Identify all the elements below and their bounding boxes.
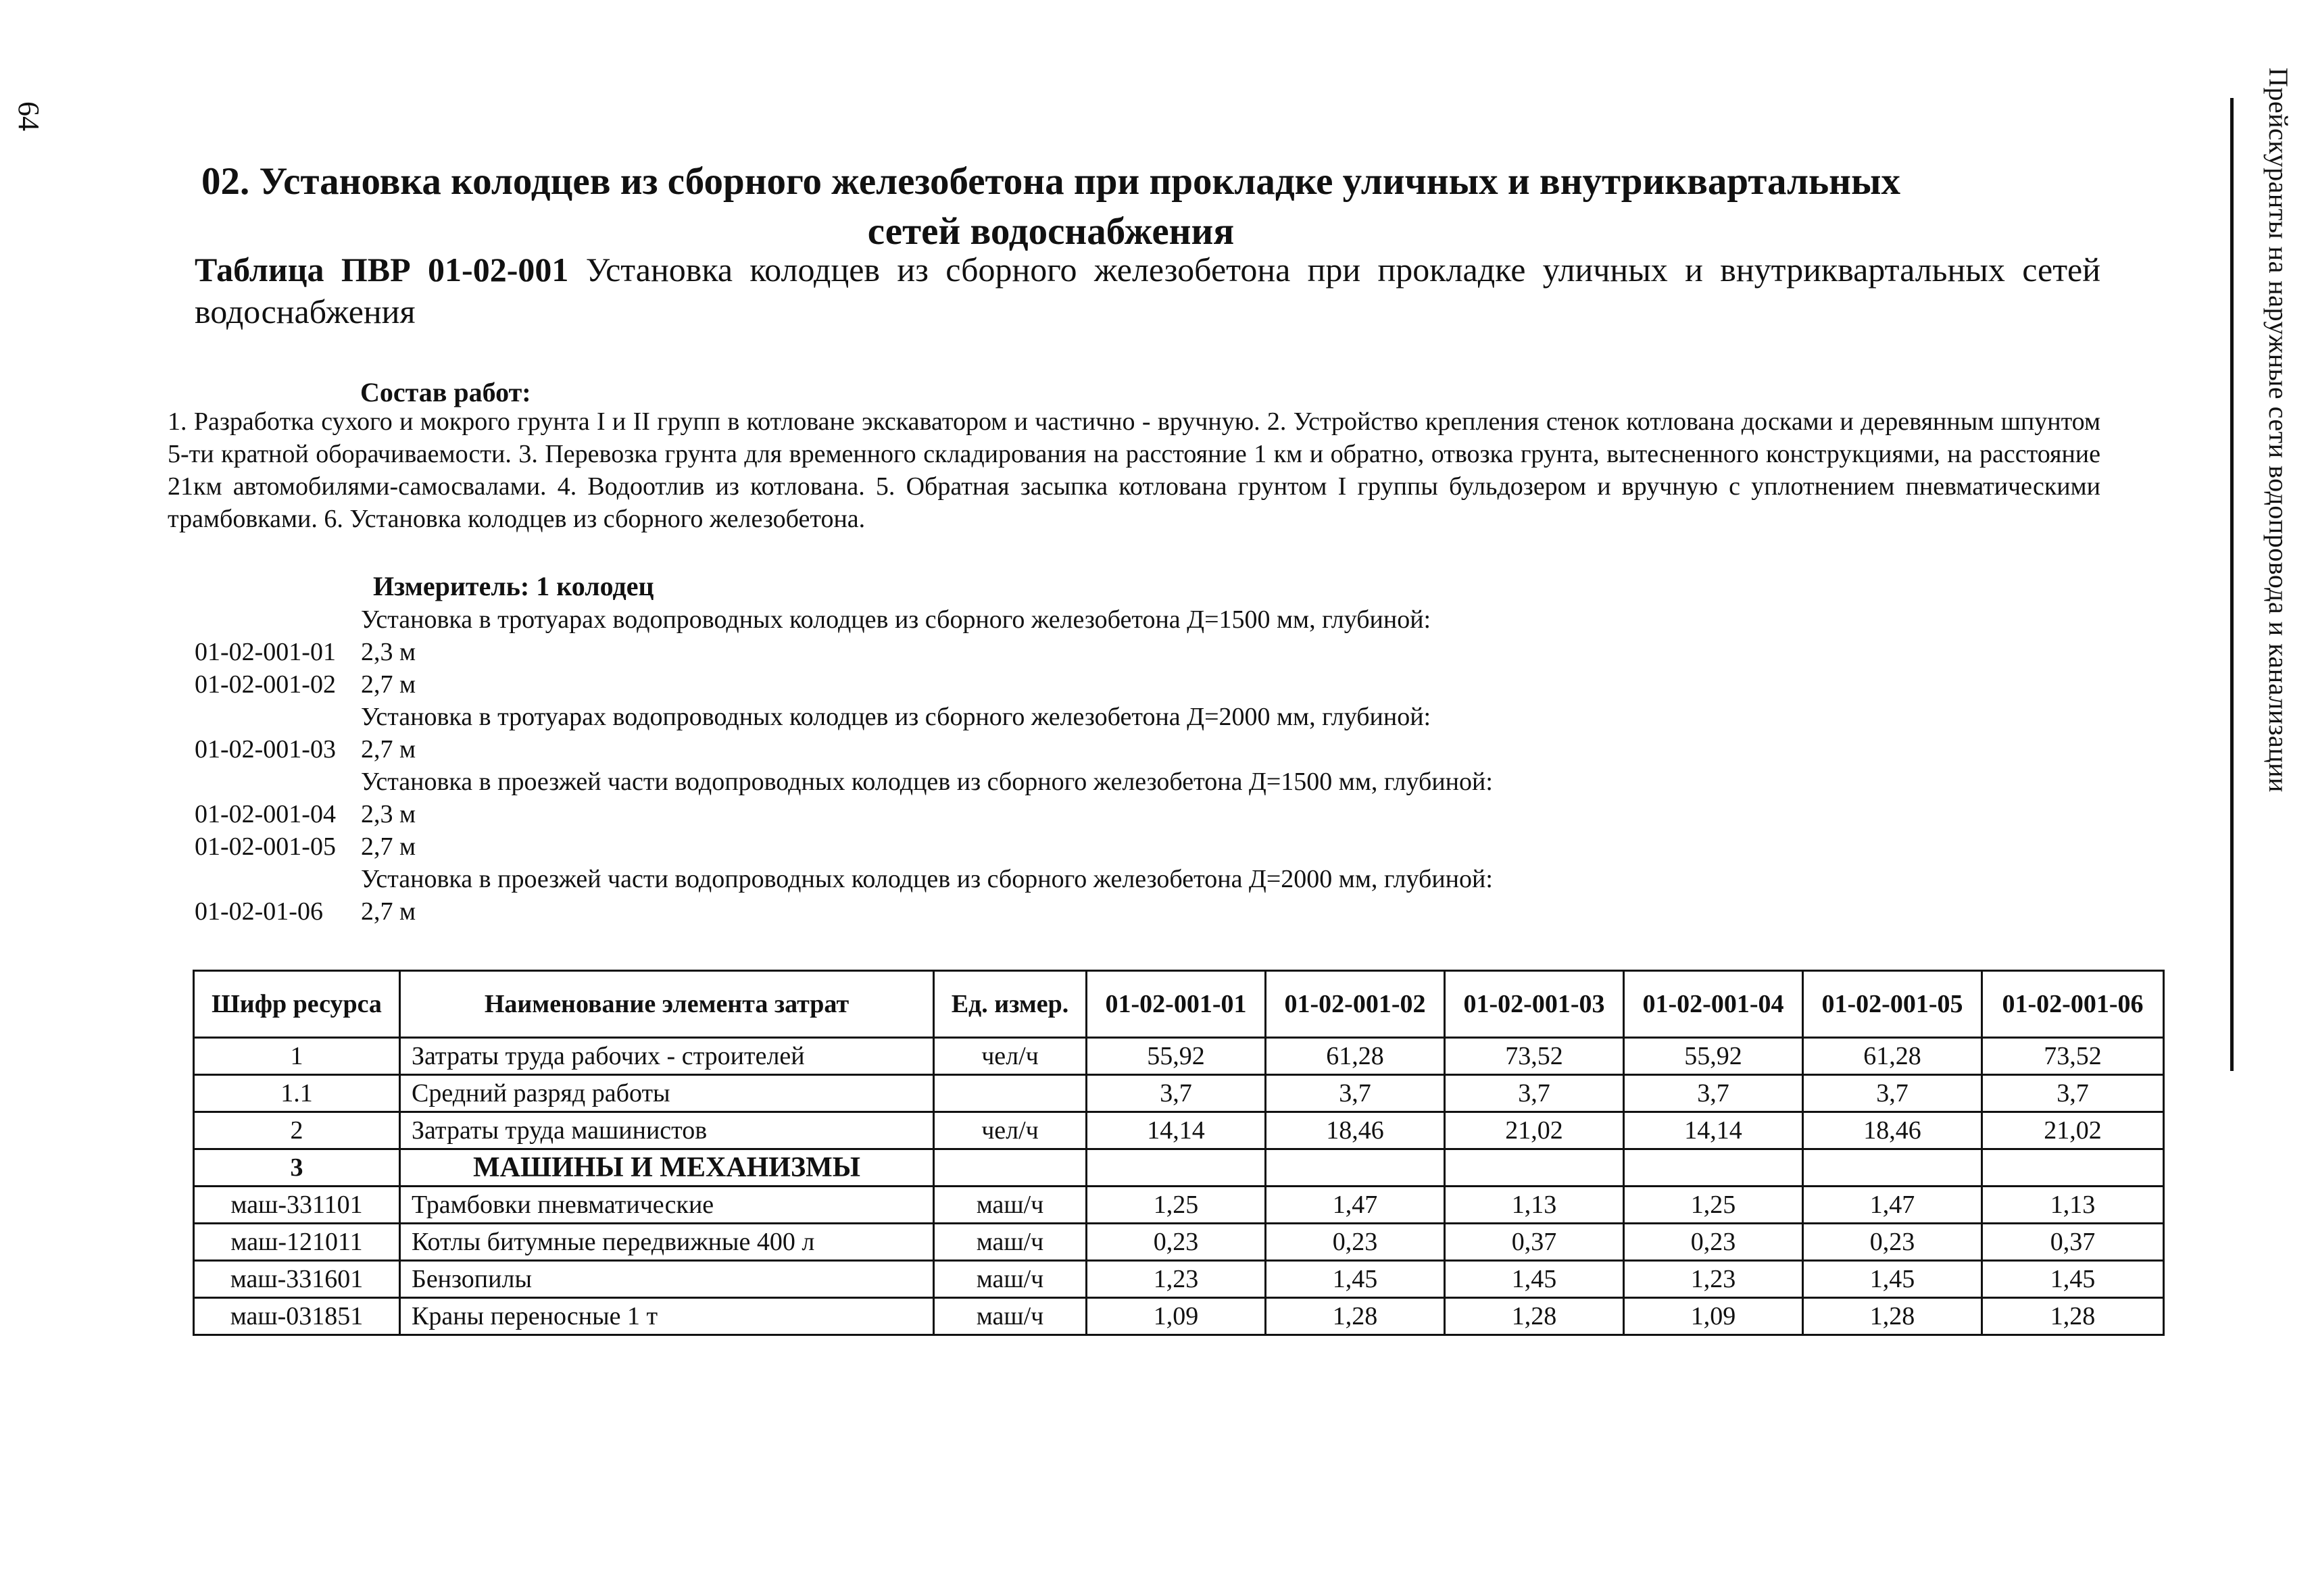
table-cell — [934, 1075, 1087, 1112]
table-cell: 1,28 — [1445, 1298, 1624, 1335]
column-header: 01-02-001-03 — [1445, 971, 1624, 1038]
meter-item-code: 01-02-001-01 — [195, 638, 336, 666]
table-cell: 1,25 — [1087, 1187, 1266, 1224]
table-cell: Краны переносные 1 т — [400, 1298, 934, 1335]
table-cell: 1,45 — [1982, 1261, 2164, 1298]
table-cell: 1,28 — [1982, 1298, 2164, 1335]
table-row — [194, 1187, 2164, 1224]
composition-heading: Состав работ: — [360, 377, 531, 407]
table-section-heading: МАШИНЫ И МЕХАНИЗМЫ — [400, 1149, 934, 1187]
table-cell: 1,23 — [1087, 1261, 1266, 1298]
table-cell: Затраты труда машинистов — [400, 1112, 934, 1149]
table-cell: 3,7 — [1982, 1075, 2164, 1112]
table-cell: чел/ч — [934, 1038, 1087, 1075]
column-header: 01-02-001-06 — [1982, 971, 2164, 1038]
composition-text: 1. Разработка сухого и мокрого грунта I и II групп в котловане экскаватором и частично - вручную. 2. Устройство крепления стенок котлована досками и деревянным шпунтом 5-ти кратной оборачиваемости. 3. Перевозка грунта для временного складирования на расстояние 1 км и обратно, отвозка грунта, вытесненного конструкциями, на расстояние 21км автомобилями-самосвалами. 4. Водоотлив из котлована. 5. Обратная засыпка котлована грунтом I группы бульдозером и вручную с уплотнением пневматическими трамбовками. 6. Установка колодцев из сборного железобетона. — [168, 407, 2100, 533]
section-title: 02. Установка колодцев из сборного железобетона при прокладке уличных и внутриквартальных сетей водоснабжения — [201, 160, 1901, 253]
meter-item-value: 2,7 м — [361, 832, 416, 861]
column-header: Ед. измер. — [934, 971, 1087, 1038]
table-cell — [934, 1149, 1087, 1187]
meter-item-code: 01-02-01-06 — [195, 897, 323, 926]
meter-group-title: Установка в проезжей части водопроводных колодцев из сборного железобетона Д=2000 мм, глубиной: — [361, 865, 1493, 893]
table-cell: 1,28 — [1266, 1298, 1445, 1335]
table-cell: 18,46 — [1803, 1112, 1982, 1149]
table-header-row — [194, 971, 2164, 1038]
column-header: 01-02-001-05 — [1803, 971, 1982, 1038]
table-cell: 21,02 — [1445, 1112, 1624, 1149]
column-header: 01-02-001-02 — [1266, 971, 1445, 1038]
table-caption — [195, 249, 2100, 332]
meter-item-value: 2,3 м — [361, 638, 416, 666]
table-cell: маш-121011 — [194, 1224, 400, 1261]
table-cell: 3,7 — [1624, 1075, 1803, 1112]
meter-item-value: 2,3 м — [361, 800, 416, 828]
table-cell: маш-031851 — [194, 1298, 400, 1335]
meter-group-title: Установка в проезжей части водопроводных колодцев из сборного железобетона Д=1500 мм, глубиной: — [361, 768, 1493, 796]
meter-heading: Измеритель: 1 колодец — [373, 571, 654, 601]
table-cell: 0,37 — [1982, 1224, 2164, 1261]
meter-item-code: 01-02-001-04 — [195, 800, 336, 828]
table-cell: 14,14 — [1087, 1112, 1266, 1149]
table-cell: 1 — [194, 1038, 400, 1075]
table-cell: 1,09 — [1087, 1298, 1266, 1335]
table-cell: маш-331101 — [194, 1187, 400, 1224]
table-cell: 0,23 — [1266, 1224, 1445, 1261]
table-cell: 1,45 — [1803, 1261, 1982, 1298]
table-cell: Трамбовки пневматические — [400, 1187, 934, 1224]
table-cell — [1087, 1149, 1266, 1187]
side-divider — [2230, 98, 2234, 1071]
table-cell: 61,28 — [1803, 1038, 1982, 1075]
table-cell — [1266, 1149, 1445, 1187]
table-cell: 1,45 — [1266, 1261, 1445, 1298]
table-cell: 1.1 — [194, 1075, 400, 1112]
table-cell: 55,92 — [1624, 1038, 1803, 1075]
meter-item-code: 01-02-001-02 — [195, 670, 336, 699]
table-cell: маш/ч — [934, 1187, 1087, 1224]
table-row — [194, 1038, 2164, 1075]
table-cell: Затраты труда рабочих - строителей — [400, 1038, 934, 1075]
table-cell: чел/ч — [934, 1112, 1087, 1149]
table-cell: Бензопилы — [400, 1261, 934, 1298]
column-header: Шифр ресурса — [194, 971, 400, 1038]
meter-item-value: 2,7 м — [361, 670, 416, 699]
table-cell: 1,23 — [1624, 1261, 1803, 1298]
table-cell: 1,47 — [1803, 1187, 1982, 1224]
table-cell: 3,7 — [1445, 1075, 1624, 1112]
table-cell: 1,13 — [1982, 1187, 2164, 1224]
table-cell: 3,7 — [1803, 1075, 1982, 1112]
table-cell: 21,02 — [1982, 1112, 2164, 1149]
cost-table — [193, 970, 2165, 1336]
table-cell: 0,23 — [1624, 1224, 1803, 1261]
table-cell: 73,52 — [1445, 1038, 1624, 1075]
table-cell: 0,23 — [1803, 1224, 1982, 1261]
table-cell: маш-331601 — [194, 1261, 400, 1298]
column-header: Наименование элемента затрат — [400, 971, 934, 1038]
table-cell — [1624, 1149, 1803, 1187]
table-row — [194, 1298, 2164, 1335]
table-cell: 1,45 — [1445, 1261, 1624, 1298]
table-cell — [1445, 1149, 1624, 1187]
table-cell: Средний разряд работы — [400, 1075, 934, 1112]
table-cell: 2 — [194, 1112, 400, 1149]
table-cell: маш/ч — [934, 1298, 1087, 1335]
meter-item-code: 01-02-001-03 — [195, 735, 336, 764]
table-cell: 1,25 — [1624, 1187, 1803, 1224]
table-cell: 3 — [194, 1149, 400, 1187]
side-running-title: Прейскуранты на наружные сети водопровода и канализации — [2263, 68, 2294, 793]
table-cell: 55,92 — [1087, 1038, 1266, 1075]
column-header: 01-02-001-04 — [1624, 971, 1803, 1038]
table-cell: 73,52 — [1982, 1038, 2164, 1075]
table-cell: 3,7 — [1266, 1075, 1445, 1112]
page-number: 64 — [12, 101, 45, 131]
table-cell: 61,28 — [1266, 1038, 1445, 1075]
meter-item-code: 01-02-001-05 — [195, 832, 336, 861]
table-cell: 3,7 — [1087, 1075, 1266, 1112]
table-caption-label: Таблица ПВР 01-02-001 — [195, 251, 569, 289]
table-cell: 0,23 — [1087, 1224, 1266, 1261]
table-cell: 1,13 — [1445, 1187, 1624, 1224]
table-row-section — [194, 1149, 2164, 1187]
table-caption-text: Установка колодцев из сборного железобетона при прокладке уличных и внутриквартальных сетей водоснабжения — [195, 251, 2100, 330]
table-cell: 14,14 — [1624, 1112, 1803, 1149]
table-row — [194, 1261, 2164, 1298]
table-cell — [1982, 1149, 2164, 1187]
table-row — [194, 1224, 2164, 1261]
meter-item-value: 2,7 м — [361, 735, 416, 764]
table-cell — [1803, 1149, 1982, 1187]
table-cell: маш/ч — [934, 1224, 1087, 1261]
meter-item-value: 2,7 м — [361, 897, 416, 926]
column-header: 01-02-001-01 — [1087, 971, 1266, 1038]
table-cell: 0,37 — [1445, 1224, 1624, 1261]
table-cell: Котлы битумные передвижные 400 л — [400, 1224, 934, 1261]
table-cell: 18,46 — [1266, 1112, 1445, 1149]
meter-group-title: Установка в тротуарах водопроводных колодцев из сборного железобетона Д=2000 мм, глубиной: — [361, 703, 1431, 731]
table-cell: 1,09 — [1624, 1298, 1803, 1335]
table-cell: маш/ч — [934, 1261, 1087, 1298]
table-row — [194, 1075, 2164, 1112]
table-row — [194, 1112, 2164, 1149]
meter-group-title: Установка в тротуарах водопроводных колодцев из сборного железобетона Д=1500 мм, глубиной: — [361, 605, 1431, 634]
table-cell: 1,28 — [1803, 1298, 1982, 1335]
table-cell: 1,47 — [1266, 1187, 1445, 1224]
